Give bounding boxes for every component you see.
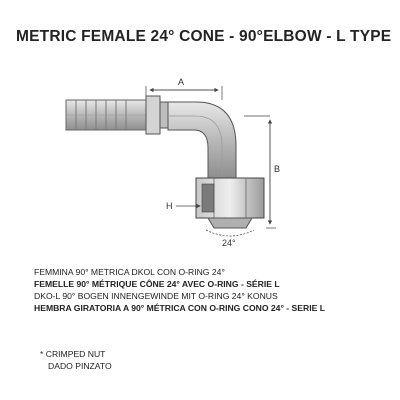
note-crimped-nut: * CRIMPED NUT bbox=[40, 349, 106, 359]
hose-tail bbox=[66, 100, 146, 130]
cone-angle-dimension bbox=[206, 230, 254, 248]
note-dado-pinzato: DADO PINZATO bbox=[48, 361, 112, 371]
dimension-a-label: A bbox=[178, 77, 185, 87]
dimension-h bbox=[166, 201, 200, 211]
dimension-h-label: H bbox=[166, 201, 173, 211]
notes-list bbox=[40, 348, 112, 372]
page-title: METRIC FEMALE 24° CONE - 90°ELBOW - L TYPE bbox=[16, 28, 392, 45]
elbow-fitting-diagram bbox=[0, 60, 400, 250]
elbow-bend bbox=[168, 102, 236, 178]
description-spanish: HEMBRA GIRATORIA A 90° MÉTRICA CON O-RING CONO 24° - SERIE L bbox=[34, 303, 325, 313]
cone-seat bbox=[208, 218, 252, 228]
description-french: FEMELLE 90° MÉTRIQUE CÔNE 24° AVEC O-RING - SÉRIE L bbox=[34, 279, 280, 289]
dimension-b-label: B bbox=[274, 164, 281, 174]
swivel-nut bbox=[196, 178, 264, 218]
description-list bbox=[34, 266, 325, 314]
ferrule-collar bbox=[146, 96, 168, 134]
cone-angle-label: 24° bbox=[222, 238, 236, 248]
description-italian: FEMMINA 90° METRICA DKOL CON O-RING 24° bbox=[34, 267, 225, 277]
description-german: DKO-L 90° BOGEN INNENGEWINDE MIT O-RING 24° KONUS bbox=[34, 291, 278, 301]
